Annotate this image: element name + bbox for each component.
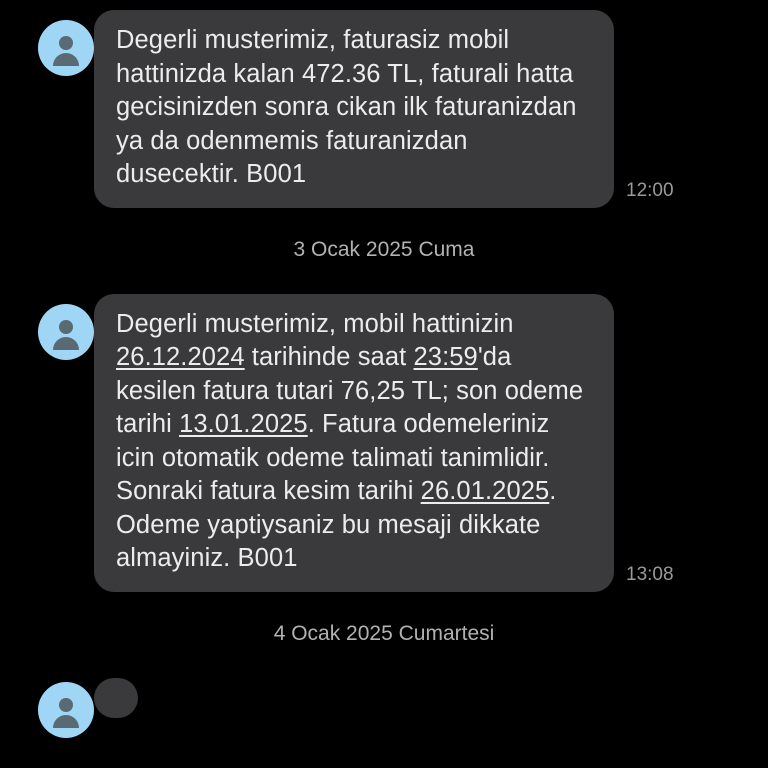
message-timestamp: 13:08 (626, 563, 674, 585)
message-row[interactable] (0, 294, 768, 592)
message-link-text[interactable]: 26.01.2025 (420, 477, 550, 505)
person-avatar-icon (38, 682, 94, 738)
message-bubble-wrap (94, 294, 744, 592)
message-bubble-wrap (94, 10, 744, 208)
message-bubble-wrap (94, 678, 744, 718)
date-separator: 3 Ocak 2025 Cuma (293, 237, 475, 261)
message-timestamp: 12:00 (626, 179, 674, 201)
message-text: tarihinde saat (244, 343, 414, 371)
message-bubble[interactable] (94, 678, 138, 718)
message-link-text[interactable]: 26.12.2024 (116, 343, 245, 371)
person-avatar-icon (38, 20, 94, 76)
message-link-text[interactable]: 23:59 (413, 343, 478, 371)
message-row[interactable] (0, 678, 768, 738)
message-row[interactable] (0, 10, 768, 208)
person-avatar-icon (38, 304, 94, 360)
message-bubble[interactable]: Degerli musterimiz, faturasiz mobil hattinizda kalan 472.36 TL, faturali hatta gecisinizden sonra cikan ilk faturanizdan ya da odenmemis faturanizdan dusecektir. B001 (94, 10, 614, 208)
message-link-text[interactable]: 13.01.2025 (179, 410, 308, 438)
message-text: Degerli musterimiz, mobil hattinizin (116, 309, 514, 338)
date-separator: 4 Ocak 2025 Cumartesi (273, 621, 495, 645)
message-bubble[interactable] (94, 294, 614, 592)
message-text: 'da kesilen fatura tutari 76,25 TL; son odeme tarihi (116, 343, 584, 438)
message-text: . Fatura odemeleriniz icin otomatik odeme talimati tanimlidir. Sonraki fatura kesim tarihi (116, 410, 550, 505)
message-text: . Odeme yaptiysaniz bu mesaji dikkate almayiniz. B001 (116, 477, 557, 572)
